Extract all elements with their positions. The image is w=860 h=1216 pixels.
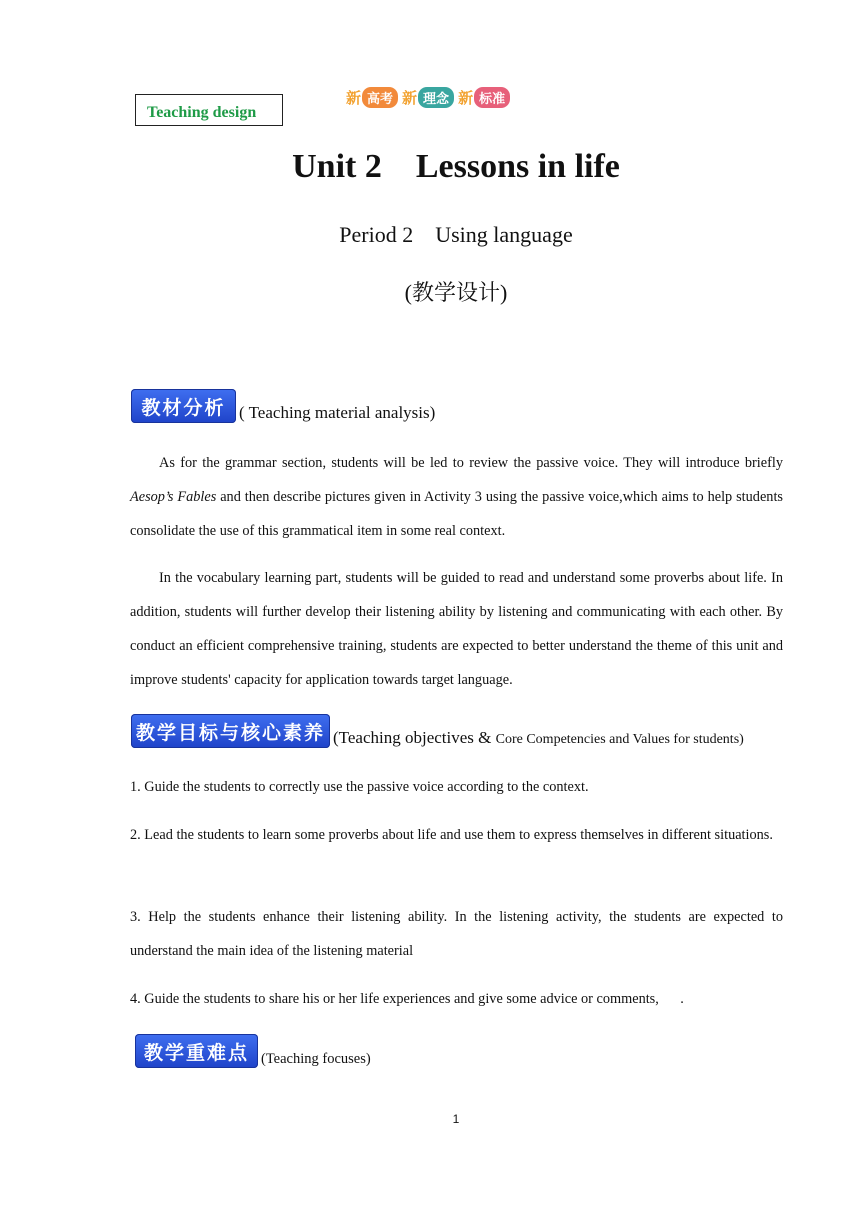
analysis-paragraph-2: In the vocabulary learning part, students will be guided to read and understand some proverbs about life. In addition, students will further develop their listening ability by listening and communicating with each other. By conduct an efficient comprehensive training, students are expected to better understand the theme of this unit and improve students' capacity for application towards target language. (130, 570, 783, 688)
banner-xin-2: 新 (402, 88, 418, 107)
teaching-design-label: Teaching design (147, 104, 257, 121)
section-focuses-heading (135, 1034, 371, 1068)
header-banner (346, 87, 514, 107)
analysis-paragraph-1: As for the grammar section, students will be led to review the passive voice. They will introduce briefly Aesop’s Fables and then describe pictures given in Activity 3 using the passive voice,which aims to help students consolidate the use of this grammatical item in some real context. (130, 455, 783, 539)
section-caption-objectives: (Teaching objectives & Core Competencies and Values for students) (333, 728, 744, 747)
section-analysis-heading (131, 389, 435, 423)
objective-item-1: 1. Guide the students to correctly use the passive voice according to the context. (130, 779, 589, 795)
section-tag-focuses: 教学重难点 (135, 1034, 258, 1068)
teaching-design-box (135, 94, 283, 126)
page-subtitle-zh: (教学设计) (404, 280, 508, 305)
section-caption-analysis: ( Teaching material analysis) (239, 403, 436, 422)
section-objectives-heading (131, 714, 744, 748)
banner-pill-2: 理念 (418, 87, 454, 108)
banner-pill-1: 高考 (362, 87, 398, 108)
section-tag-analysis: 教材分析 (131, 389, 236, 423)
section-caption-focuses: (Teaching focuses) (261, 1051, 371, 1067)
page-number: 1 (452, 1112, 460, 1126)
banner-xin-3: 新 (458, 88, 474, 107)
section-tag-objectives: 教学目标与核心素养 (131, 714, 330, 748)
aesop-fables-title: Aesop’s Fables (130, 489, 217, 505)
banner-pill-3: 标准 (474, 87, 510, 108)
objective-item-3: 3. Help the students enhance their listening ability. In the listening activity, the students are expected to understand the main idea of the listening material (130, 909, 783, 959)
page-title: Unit 2 Lessons in life (292, 148, 620, 185)
banner-xin-1: 新 (346, 88, 362, 107)
page-subtitle: Period 2 Using language (339, 222, 573, 247)
objective-item-2: 2. Lead the students to learn some proverbs about life and use them to express themselves in different situations. (130, 827, 773, 843)
objective-item-4: 4. Guide the students to share his or her life experiences and give some advice or comments, . (130, 991, 684, 1007)
